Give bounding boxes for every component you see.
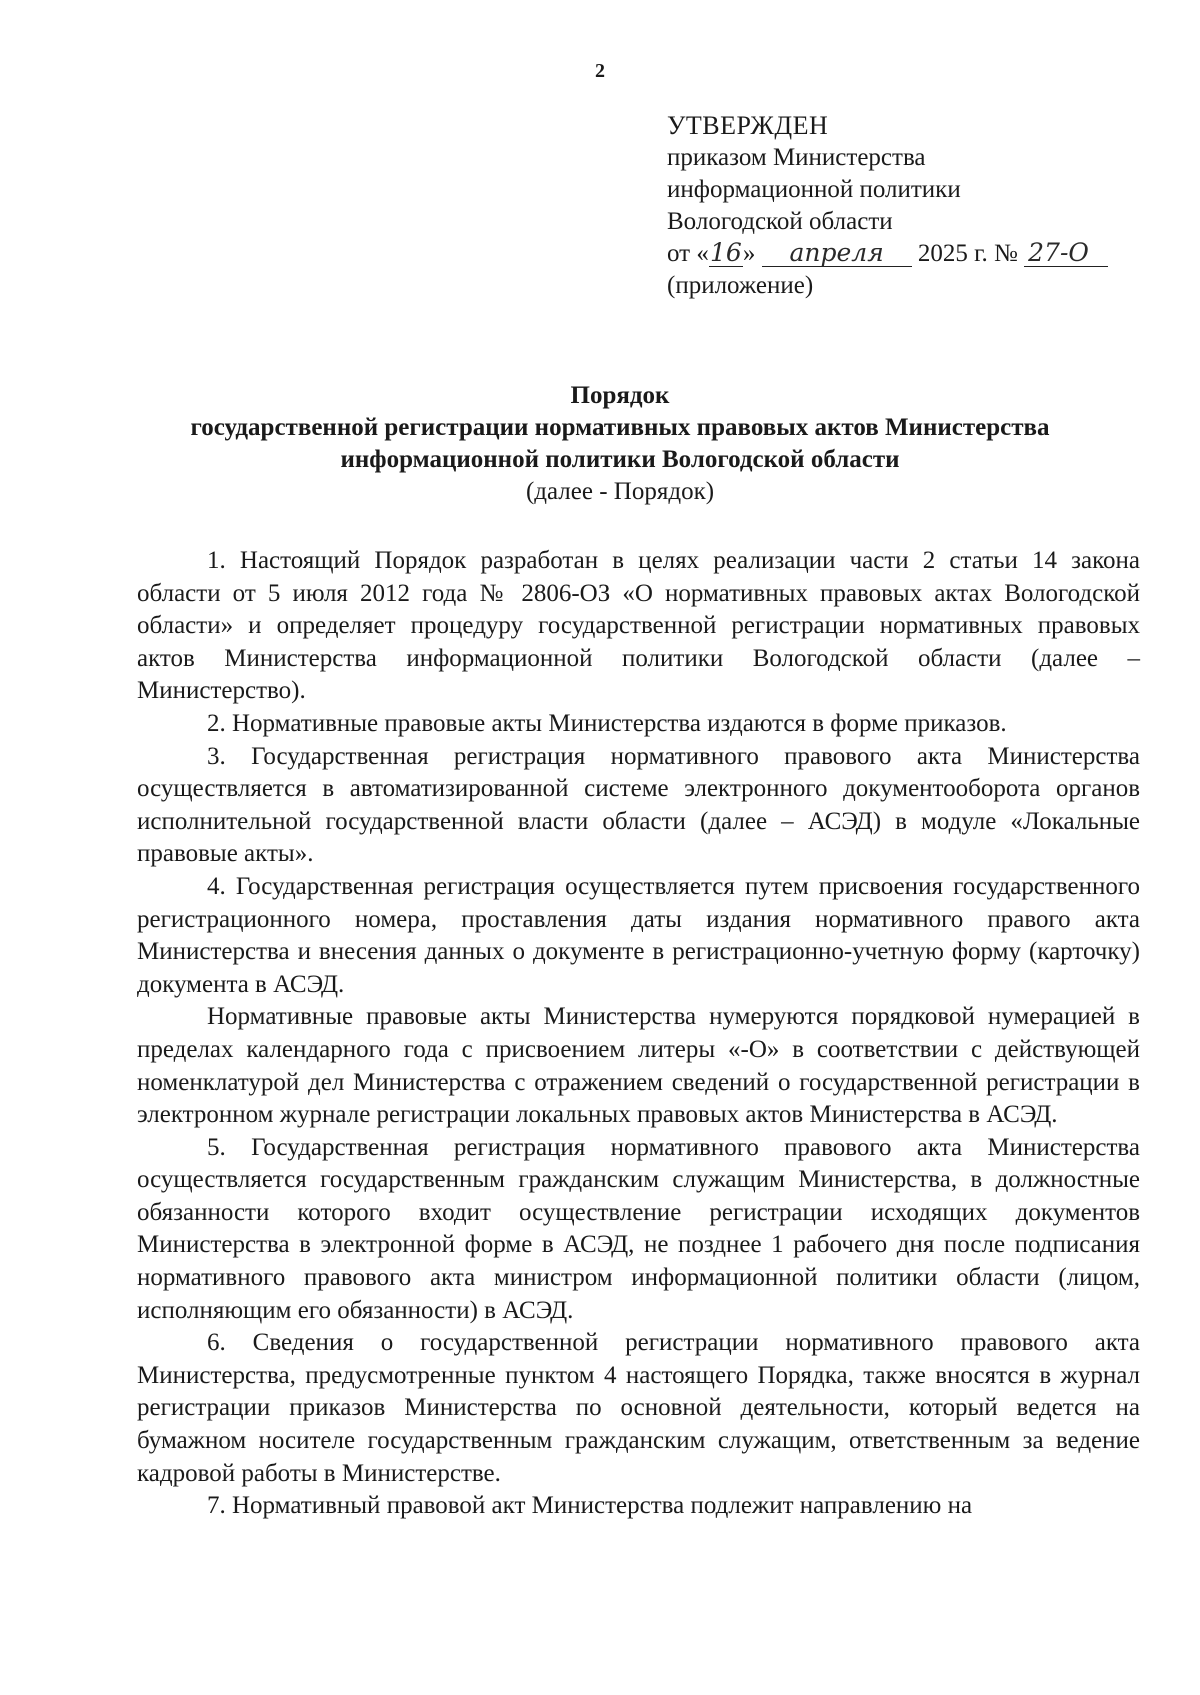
paragraph-4-continued: Нормативные правовые акты Министерства нумеруются порядковой нумерацией в пределах календарного года с присвоением литеры «-О» в соответствии с действующей номенклатурой дел Министерства с отражением сведений о государственной регистрации в электронном журнале регистрации локальных правовых актов Министерства в АСЭД. bbox=[137, 1003, 1140, 1129]
approval-note: (приложение) bbox=[667, 272, 814, 299]
paragraph-4: 4. Государственная регистрация осуществляется путем присвоения государственного регистрационного номера, проставления даты издания нормативного правого акта Министерства и внесения данных о документе в регистрационно-учетную форму (карточку) документа в АСЭД. bbox=[137, 872, 1140, 998]
date-year: 2025 г. № bbox=[917, 240, 1018, 267]
paragraph-7: 7. Нормативный правовой акт Министерства подлежит направлению на bbox=[207, 1492, 973, 1520]
title-line-2: государственной регистрации нормативных правовых актов Министерства bbox=[190, 414, 1050, 441]
paragraph-5: 5. Государственная регистрация нормативного правового акта Министерства осуществляется государственным гражданским служащим Министерства, в должностные обязанности которого входит осуществление регистрации исходящих документов Министерства в электронной форме в АСЭД, не позднее 1 рабочего дня после подписания нормативного правового акта министром информационной политики области (лицом, исполняющим его обязанности) в АСЭД. bbox=[137, 1133, 1140, 1324]
approval-heading: УТВЕРЖДЕН bbox=[667, 111, 829, 140]
approval-line-3: Вологодской области bbox=[667, 208, 893, 235]
paragraph-3: 3. Государственная регистрация нормативного правового акта Министерства осуществляется в автоматизированной системе электронного документооборота органов исполнительной государственной власти области (далее – АСЭД) в модуле «Локальные правовые акты». bbox=[137, 742, 1140, 868]
date-prefix: от « bbox=[667, 240, 709, 267]
title-line-1: Порядок bbox=[570, 382, 670, 409]
page-number: 2 bbox=[595, 60, 605, 82]
paragraph-1: 1. Настоящий Порядок разработан в целях реализации части 2 статьи 14 закона области от 5 июля 2012 года № 2806-ОЗ «О нормативных правовых актах Вологодской области» и определяет процедуру государственной регистрации нормативных правовых актов Министерства информационной политики Вологодской области (далее – Министерство). bbox=[137, 547, 1140, 705]
document-title bbox=[100, 380, 1140, 508]
approval-line-1: приказом Министерства bbox=[667, 144, 926, 171]
approval-date-line bbox=[667, 238, 1147, 270]
approval-line-2: информационной политики bbox=[667, 176, 961, 203]
approval-block bbox=[667, 110, 1147, 302]
handwritten-month: апреля bbox=[762, 240, 912, 267]
handwritten-order-number: 27-О bbox=[1024, 240, 1108, 267]
paragraph-6: 6. Сведения о государственной регистрации нормативного правового акта Министерства, предусмотренные пунктом 4 настоящего Порядка, также вносятся в журнал регистрации приказов Министерства по основной деятельности, который ведется на бумажном носителе государственным гражданским служащим, ответственным за ведение кадровой работы в Министерстве. bbox=[137, 1329, 1140, 1487]
title-line-4: (далее - Порядок) bbox=[525, 478, 715, 505]
paragraph-2: 2. Нормативные правовые акты Министерства издаются в форме приказов. bbox=[207, 709, 1007, 737]
handwritten-day: 16 bbox=[709, 238, 742, 267]
title-line-3: информационной политики Вологодской области bbox=[340, 446, 900, 473]
document-body bbox=[137, 545, 1140, 1523]
date-mid: » bbox=[742, 240, 756, 267]
